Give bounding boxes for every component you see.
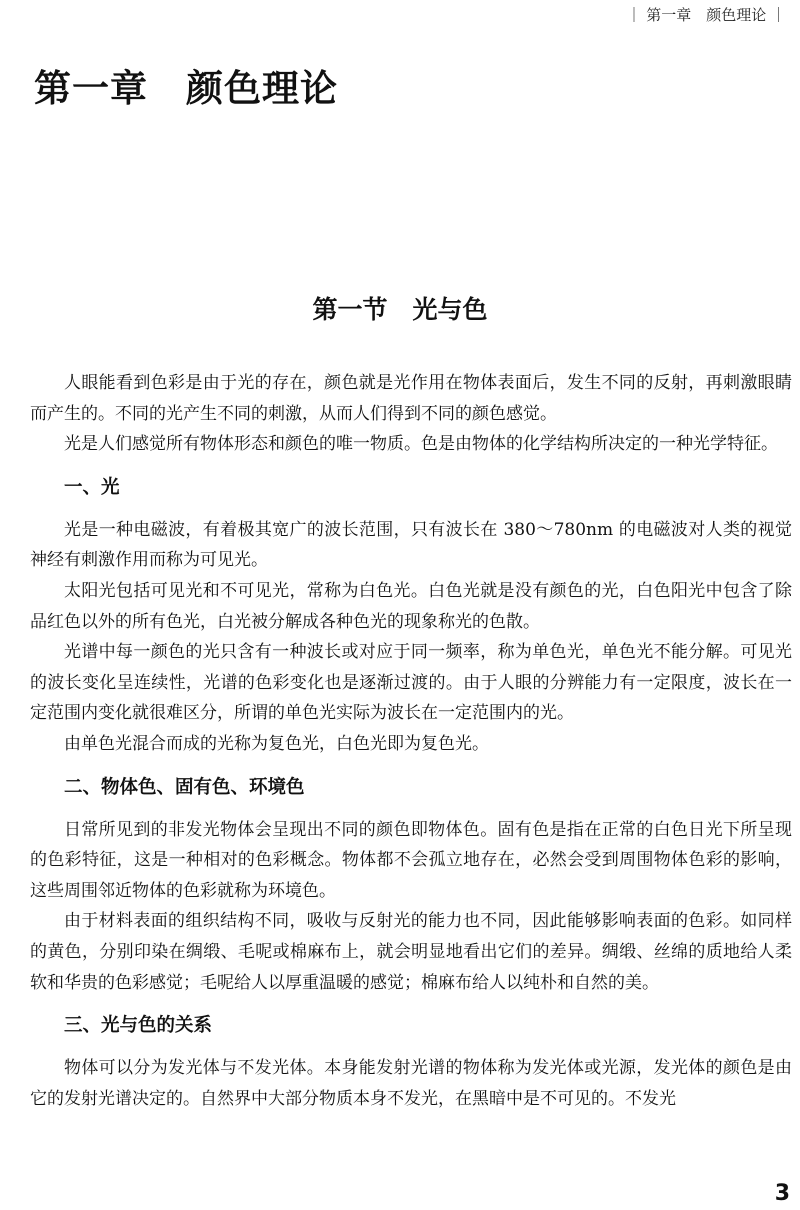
section-title: 第一节 光与色 bbox=[312, 295, 488, 324]
running-header: ｜ 第一章 颜色理论 ｜ bbox=[626, 6, 786, 24]
subsection-heading-light: 一、光 bbox=[64, 476, 120, 498]
subsection-heading-object-color: 二、物体色、固有色、环境色 bbox=[64, 776, 305, 798]
light-paragraph-1: 光是一种电磁波，有着极其宽广的波长范围，只有波长在 380～780nm 的电磁波对人类的视觉神经有刺激作用而称为可见光。 bbox=[30, 519, 792, 571]
chapter-title: 第一章 颜色理论 bbox=[34, 66, 338, 110]
page-number: 3 bbox=[774, 1181, 790, 1206]
intro-paragraph-2: 光是人们感觉所有物体形态和颜色的唯一物质。色是由物体的化学结构所决定的一种光学特征。 bbox=[64, 434, 778, 455]
relation-paragraph-1: 物体可以分为发光体与不发光体。本身能发射光谱的物体称为发光体或光源，发光体的颜色是由它的发射光谱决定的。自然界中大部分物质本身不发光，在黑暗中是不可见的。不发光 bbox=[30, 1058, 792, 1109]
light-paragraph-3: 光谱中每一颜色的光只含有一种波长或对应于同一频率，称为单色光，单色光不能分解。可见光的波长变化呈连续性，光谱的色彩变化也是逐渐过渡的。由于人眼的分辨能力有一定限度，波长在一定范围内变化就很难区分，所谓的单色光实际为波长在一定范围内的光。 bbox=[30, 642, 792, 724]
intro-paragraph-1: 人眼能看到色彩是由于光的存在，颜色就是光作用在物体表面后，发生不同的反射，再刺激眼睛而产生的。不同的光产生不同的刺激，从而人们得到不同的颜色感觉。 bbox=[30, 373, 792, 424]
body-content bbox=[30, 368, 792, 1114]
light-paragraph-2: 太阳光包括可见光和不可见光，常称为白色光。白色光就是没有颜色的光，白色阳光中包含了除品红色以外的所有色光，白光被分解成各种色光的现象称光的色散。 bbox=[30, 580, 792, 632]
subsection-heading-light-color-relation: 三、光与色的关系 bbox=[64, 1015, 213, 1037]
object-color-paragraph-2: 由于材料表面的组织结构不同，吸收与反射光的能力也不同，因此能够影响表面的色彩。如同样的黄色，分别印染在绸缎、毛呢或棉麻布上，就会明显地看出它们的差异。绸缎、丝绵的质地给人柔软和华贵的色彩感觉；毛呢给人以厚重温暖的感觉；棉麻布给人以纯朴和自然的美。 bbox=[30, 911, 792, 993]
light-paragraph-4: 由单色光混合而成的光称为复色光，白色光即为复色光。 bbox=[64, 733, 489, 754]
object-color-paragraph-1: 日常所见到的非发光物体会呈现出不同的颜色即物体色。固有色是指在正常的白色日光下所呈现的色彩特征，这是一种相对的色彩概念。物体都不会孤立地存在，必然会受到周围物体色彩的影响，这些周围邻近物体的色彩就称为环境色。 bbox=[30, 819, 792, 901]
